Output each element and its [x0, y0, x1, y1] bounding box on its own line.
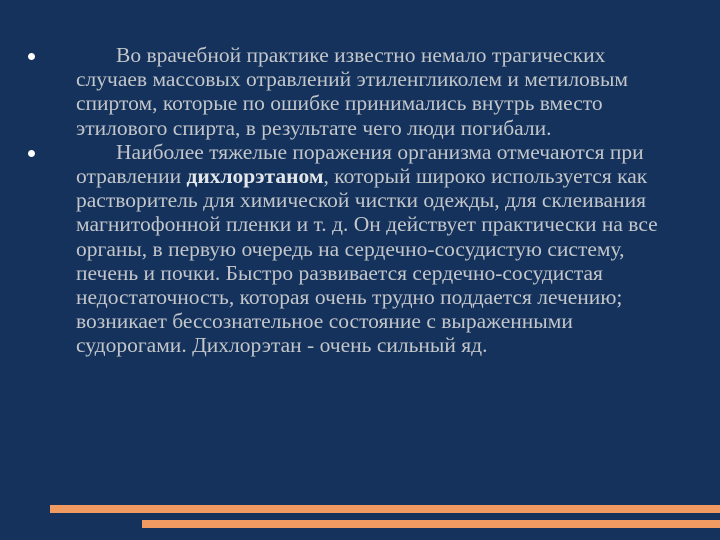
- slide-body: [20, 43, 680, 358]
- bullet-text-2-start: Наиболее тяжелые поражения организма отмечаются при отравлении: [76, 139, 644, 189]
- bullet-dot-icon: [28, 150, 35, 157]
- bullet-item-1: [20, 43, 680, 140]
- bullet-text-2: [76, 140, 680, 358]
- bullet-text-2-end: , который широко используется как растворитель для химической чистки одежды, для склеивания магнитофонной пленки и т. д. Он действует практически на все органы, в первую очередь на сердечно-сосудистую систему, печень и почки. Быстро развивается сердечно-сосудистая недостаточность, которая очень трудно поддается лечению; возникает бессознательное состояние с выраженными судорогами. Дихлорэтан - очень сильный яд.: [76, 164, 658, 358]
- bullet-text-1: Во врачебной практике известно немало трагических случаев массовых отравлений этиленгликолем и метиловым спиртом, которые по ошибке принимались внутрь вместо этилового спирта, в результате чего люди погибали.: [76, 43, 629, 140]
- bullet-text-2-emphasis: дихлорэтаном: [186, 164, 324, 189]
- bullet-dot-icon: [28, 53, 35, 60]
- bullet-item-2: [20, 140, 680, 358]
- decorative-accent-bar-bottom: [142, 520, 720, 528]
- decorative-accent-bar-top: [50, 505, 720, 513]
